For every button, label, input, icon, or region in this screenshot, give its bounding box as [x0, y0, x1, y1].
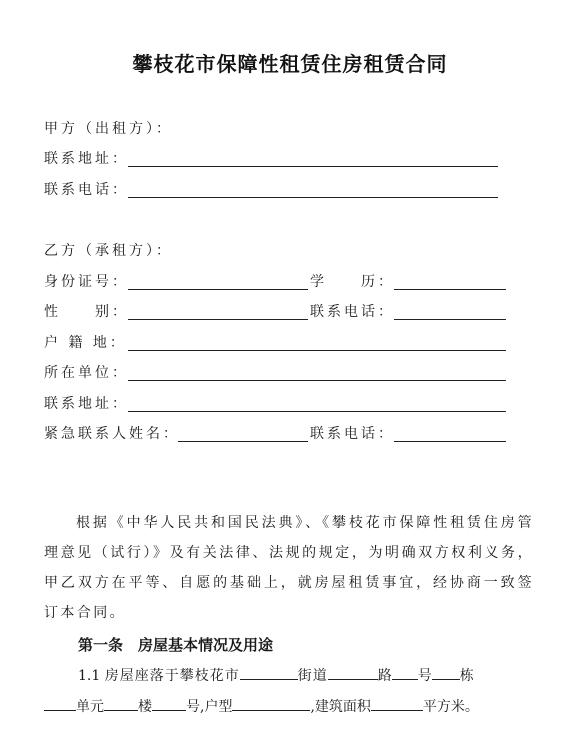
party-b-gender-field[interactable] [128, 301, 308, 320]
clause-text-sqm: 平方米。 [422, 699, 479, 715]
clause-text-unit: 单元 [76, 699, 104, 715]
party-b-gender-label: 性 别： [44, 304, 129, 320]
clause-text-layout: 号,户型 [186, 699, 233, 715]
clause-text-floor: 楼 [138, 699, 152, 715]
party-b-emergency-phone-field[interactable] [394, 423, 506, 442]
article-1-heading: 第一条 房屋基本情况及用途 [78, 636, 274, 654]
party-b-id-field[interactable] [128, 271, 308, 290]
party-b-emergency-phone-label: 联系电话： [310, 426, 395, 442]
building-blank[interactable] [432, 665, 460, 680]
floor-blank[interactable] [104, 696, 138, 711]
party-b-household-field[interactable] [128, 332, 506, 351]
party-b-education-label: 学 历： [310, 274, 395, 290]
clause-text-road: 路 [377, 668, 392, 684]
area-blank[interactable] [371, 696, 423, 711]
clause-text-area: ,建筑面积 [310, 699, 371, 715]
road-blank[interactable] [328, 665, 378, 680]
clause-number: 1.1 [78, 668, 101, 684]
party-b-household-label: 户 籍 地： [44, 335, 127, 351]
clause-1-1-line-1 [78, 665, 474, 687]
party-b-emergency-name-field[interactable] [178, 423, 308, 442]
preamble-paragraph: 根据《中华人民共和国民法典》、《攀枝花市保障性租赁住房管理意见（试行）》及有关法律、法规的规定，为明确双方权利义务，甲乙双方在平等、自愿的基础上，就房屋租赁事宜，经协商一致签订本合同。 [44, 515, 534, 621]
party-b-address-label: 联系地址： [44, 396, 129, 412]
party-b-phone-label: 联系电话： [310, 304, 395, 320]
clause-text-building: 栋 [459, 668, 474, 684]
party-b-id-label: 身份证号： [44, 274, 129, 290]
party-b-emergency-label: 紧急联系人姓名： [44, 426, 180, 442]
contract-title: 攀枝花市保障性租赁住房租赁合同 [132, 52, 448, 76]
party-b-address-field[interactable] [128, 393, 506, 412]
party-a-heading: 甲方（出租方）： [44, 121, 173, 137]
party-a-phone-label: 联系电话： [44, 182, 129, 198]
clause-text-city: 房屋座落于攀枝花市 [104, 668, 240, 684]
party-a-address-field[interactable] [128, 148, 498, 167]
layout-blank[interactable] [232, 696, 310, 711]
party-b-phone-field[interactable] [394, 301, 506, 320]
party-b-employer-field[interactable] [128, 362, 506, 381]
clause-text-number: 号 [417, 668, 432, 684]
clause-1-1-line-2 [44, 696, 479, 718]
number-blank[interactable] [392, 665, 418, 680]
party-b-heading: 乙方（承租方）： [44, 243, 173, 259]
party-a-address-label: 联系地址： [44, 151, 129, 167]
clause-text-street: 街道 [297, 668, 328, 684]
party-a-phone-field[interactable] [128, 179, 498, 198]
unit-blank[interactable] [44, 696, 76, 711]
party-b-education-field[interactable] [394, 271, 506, 290]
street-blank[interactable] [240, 665, 298, 680]
room-blank[interactable] [152, 696, 186, 711]
party-b-employer-label: 所在单位： [44, 365, 129, 381]
